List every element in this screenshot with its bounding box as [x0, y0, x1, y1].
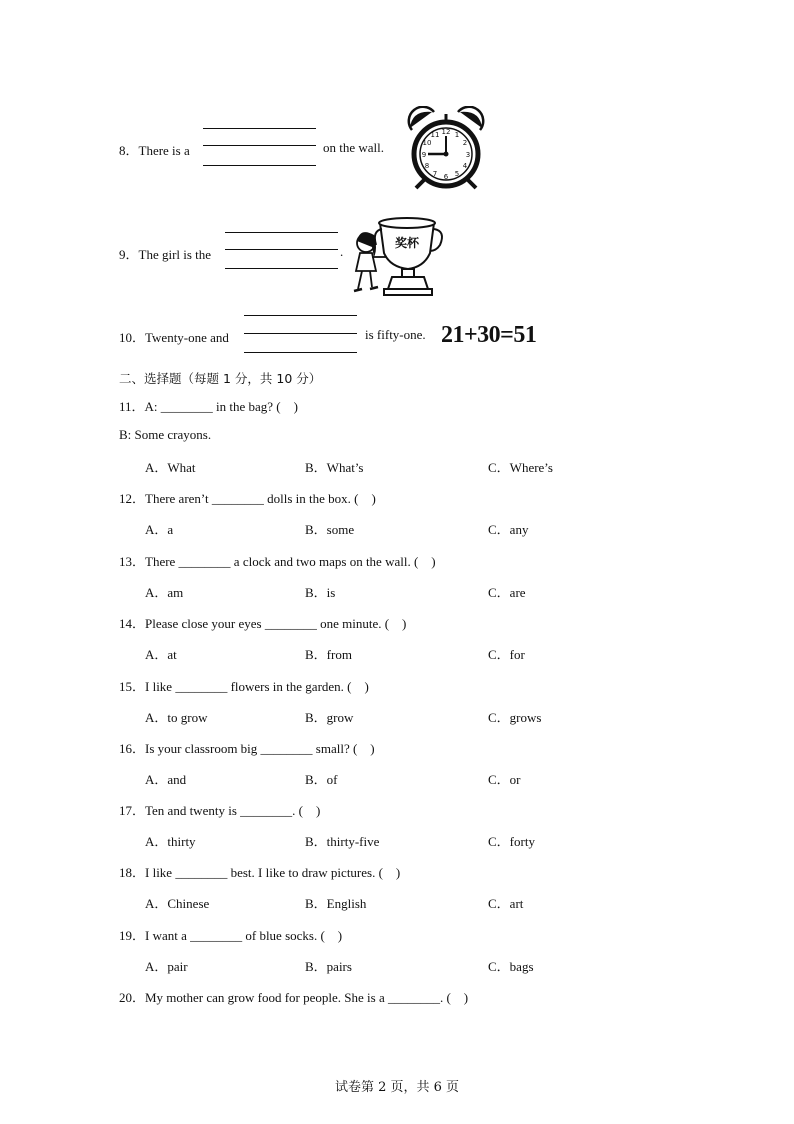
question-17-stem: 17．Ten and twenty is ________. ( ) — [119, 803, 321, 818]
option-b[interactable]: B．from — [305, 647, 352, 662]
option-c[interactable]: C．are — [488, 585, 526, 600]
option-a[interactable]: A．pair — [145, 959, 188, 974]
question-16-stem: 16．Is your classroom big ________ small? ( ) — [119, 741, 375, 756]
option-b[interactable]: B．English — [305, 896, 367, 911]
question-9-suffix: . — [340, 244, 344, 259]
question-13-stem: 13．There ________ a clock and two maps on the wall. ( ) — [119, 554, 436, 569]
question-8-suffix: on the wall. — [323, 140, 385, 155]
option-b[interactable]: B．thirty-five — [305, 834, 380, 849]
question-9-prefix: 9．The girl is the — [119, 247, 212, 262]
answer-line — [225, 268, 338, 269]
question-12-stem: 12．There aren’t ________ dolls in the box. ( ) — [119, 491, 376, 506]
option-b[interactable]: B．What’s — [305, 460, 364, 475]
page-footer: 试卷第 2 页，共 6 页 — [334, 1080, 460, 1095]
question-14-stem: 14．Please close your eyes ________ one minute. ( ) — [119, 616, 407, 631]
option-b[interactable]: B．grow — [305, 710, 354, 725]
answer-line — [203, 128, 316, 129]
option-c[interactable]: C．Where’s — [488, 460, 553, 475]
option-a[interactable]: A．Chinese — [145, 896, 210, 911]
clock-number: 1 — [454, 131, 460, 139]
question-18-stem: 18．I like ________ best. I like to draw pictures. ( ) — [119, 865, 401, 880]
question-10-suffix: is fifty-one. — [365, 327, 426, 342]
option-a[interactable]: A．thirty — [145, 834, 196, 849]
equation-image: 21+30=51 — [441, 322, 537, 348]
section-title: 二、选择题（每题 1 分，共 10 分） — [119, 371, 322, 386]
clock-number: 10 — [422, 139, 432, 147]
clock-number: 11 — [430, 131, 440, 139]
answer-line — [244, 315, 357, 316]
question-20-stem: 20．My mother can grow food for people. She is a ________. ( ) — [119, 990, 469, 1005]
clock-number: 12 — [441, 128, 451, 136]
clock-number: 7 — [432, 170, 438, 178]
option-a[interactable]: A．am — [145, 585, 184, 600]
option-c[interactable]: C．forty — [488, 834, 535, 849]
clock-number: 8 — [424, 162, 430, 170]
clock-number: 5 — [454, 170, 460, 178]
answer-line[interactable] — [225, 249, 338, 250]
option-a[interactable]: A．What — [145, 460, 196, 475]
answer-line — [225, 232, 338, 233]
option-c[interactable]: C．for — [488, 647, 525, 662]
option-c[interactable]: C．or — [488, 772, 521, 787]
clock-number: 2 — [462, 139, 468, 147]
option-b[interactable]: B．is — [305, 585, 336, 600]
clock-number: 3 — [465, 151, 471, 159]
alarm-clock-icon — [404, 106, 488, 190]
clock-number: 6 — [443, 173, 449, 181]
trophy-label: 奖杯 — [394, 236, 420, 250]
option-b[interactable]: B．of — [305, 772, 338, 787]
option-a[interactable]: A．a — [145, 522, 174, 537]
question-19-stem: 19．I want a ________ of blue socks. ( ) — [119, 928, 343, 943]
answer-line[interactable] — [244, 333, 357, 334]
question-15-stem: 15．I like ________ flowers in the garden. ( ) — [119, 679, 369, 694]
trophy-girl-icon — [352, 213, 448, 299]
option-c[interactable]: C．grows — [488, 710, 542, 725]
question-11-stem: 11．A: ________ in the bag? ( ) — [119, 399, 298, 414]
option-c[interactable]: C．bags — [488, 959, 534, 974]
question-8-prefix: 8．There is a — [119, 143, 190, 158]
question-10-prefix: 10．Twenty-one and — [119, 330, 229, 345]
question-11-extra: B: Some crayons. — [119, 427, 212, 442]
answer-line[interactable] — [203, 145, 316, 146]
clock-number: 4 — [462, 162, 468, 170]
option-b[interactable]: B．pairs — [305, 959, 352, 974]
answer-line — [203, 165, 316, 166]
option-c[interactable]: C．any — [488, 522, 529, 537]
option-c[interactable]: C．art — [488, 896, 524, 911]
option-b[interactable]: B．some — [305, 522, 355, 537]
option-a[interactable]: A．and — [145, 772, 187, 787]
clock-number: 9 — [421, 151, 427, 159]
option-a[interactable]: A．at — [145, 647, 177, 662]
answer-line — [244, 352, 357, 353]
option-a[interactable]: A．to grow — [145, 710, 208, 725]
